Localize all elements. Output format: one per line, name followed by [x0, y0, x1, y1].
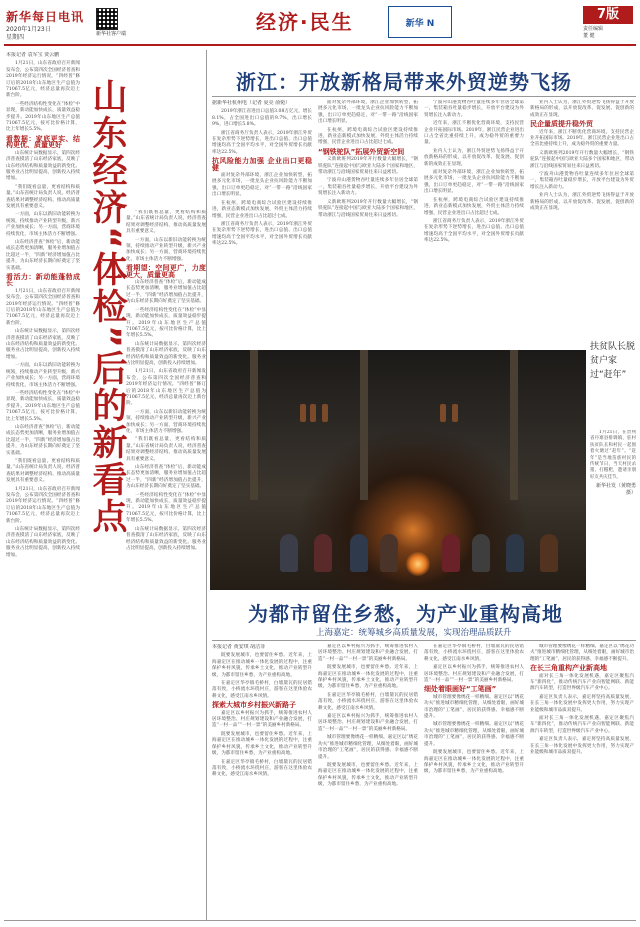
left-story-p6: 山东经济普查“体检”后，新动能成长态势更加清晰，服务业增加值占比超过一半，“四新”经济增加值占比提升，为山东经济长期向好奠定了坚实基础。 [6, 239, 80, 271]
photo-caption-title: 扶贫队长脱贫户家过“赶年” [590, 342, 636, 380]
left-story-p4-repeat: “我们既看总量，更看结构和质量。”山东省统计局负责人说，经济普查结果对调整经济结构、推动高质量发展具有重要意义。 [6, 458, 80, 484]
jiading-p3: 嘉定区以乡村振兴为抓手，统筹推进农村人居环境整治、村庄规划建设和产业融合发展，打造“一村一品”“一村一景”的美丽乡村新格局。 [212, 710, 312, 729]
zhejiang-p2-c: 面对复杂外部环境，浙江企业加快转型，拓展多元化市场，一批龙头企业抗风险能力不断加强，出口订单更趋稳定，对“一带一路”沿线国家出口增长明显。 [424, 170, 524, 195]
left-story-p4: “我们既看总量，更看结构和质量。”山东省统计局负责人说，经济普查结果对调整经济结构、推动高质量发展具有重要意义。 [6, 184, 80, 209]
zhejiang-col1 [212, 100, 312, 340]
left-story-p2-c2: 一些经济结构性变化在“体检”中显现，新动能加快成长，质量效益稳步提升。2019年山东地区生产总值71067.5亿元，按可比价格计算，比上年增长5.5%。 [126, 307, 206, 339]
zhejiang-p1-c: 浙江省商务厅负责人表示，2019年浙江外贸在复杂形势下逆势增长，进出口总值、出口总值增速均高于全国平均水平，对全国外贸增长贡献率达22.5%。 [424, 218, 524, 244]
left-story-p1-repeat2: 1月21日，山东省政府召开新闻发布会，公布第四次全国经济普查和2019年经济运行情况。“四经普”修订后的2018年山东地区生产总值为71067.5亿元，经济总量再次迈上新台阶。 [6, 486, 80, 524]
left-story-p3-repeat: 山东统计局数据显示，第四次经济普查摸清了山东经济家底，反映了山东经济结构和质量效益的新变化。服务业占比明显提高，创新投入持续增加。 [6, 329, 80, 360]
bottom-headline-divider [212, 640, 636, 641]
qr-caption: 新华社客户端 [96, 31, 127, 37]
jiading-subheadline: 上海嘉定：统筹城乡高质量发展，实现治理品质跃升 [316, 628, 512, 638]
jiading-p4: 城市管理要像绣花一样精细。嘉定区以“绣花功夫”推进城市精细化管理，从细处着眼，画好城市治理的“工笔画”，居民的获得感、幸福感不断提升。 [424, 694, 524, 720]
left-story-col2 [126, 210, 206, 918]
jiading-p4-b: 城市管理要像绣花一样精细。嘉定区以“绣花功夫”推进城市精细化管理，从细处着眼，画好城市治理的“工笔画”，居民的获得感、幸福感不断提升。 [424, 722, 524, 747]
zhejiang-p1-b: 浙江省商务厅负责人表示，2019年浙江外贸在复杂形势下逆势增长，进出口总值、出口总值增速均高于全国平均水平，对全国外贸增长贡献率达22.5%。 [212, 221, 312, 247]
jiading-p3-b: 嘉定区以乡村振兴为抓手，统筹推进农村人居环境整治、村庄规划建设和产业融合发展，打造“一村一品”“一村一景”的美丽乡村新格局。 [318, 644, 418, 662]
zhejiang-p1: 浙江省商务厅负责人表示，2019年浙江外贸在复杂形势下逆势增长，进出口总值、出口总值增速均高于全国平均水平，对全国外贸增长贡献率达22.5%。 [212, 130, 312, 155]
zhejiang-lead: 2019年浙江省进出口总值3.08万亿元，增长8.1%，占全国进出口总值的9.7%，出口增长9%，进口增长5.8%。 [212, 109, 312, 128]
header-divider [4, 44, 636, 46]
left-story-p4-c2b: “我们既看总量，更看结构和质量。”山东省统计局负责人说，经济普查结果对调整经济结构、推动高质量发展具有重要意义。 [126, 437, 206, 462]
jiading-p1: 既要发展城市，也要留住乡愁。近年来，上海嘉定区在推动城乡一体化发展的过程中，注重保护乡村风貌，传承乡土文化，推动产业转型升级，为都市留住乡愁，为产业重构高地。 [212, 653, 312, 678]
zhejiang-p4-c: 义新欧班列2019年开行数量大幅增长，“钢铁驼队”连接起中国与欧亚大陆多个国家和地区，带动浙江与沿线国家贸易往来日益密切。 [530, 150, 634, 169]
zhejiang-p6-b: 近年来，浙江不断优化营商环境，支持民营企业开拓国际市场。2019年，浙江民营企业进出口占全省比重持续上升，成为稳外贸的重要力量。 [530, 129, 634, 148]
photo-person [472, 534, 490, 572]
zhejiang-p5-c: 宁波舟山港货物吞吐量连续多年位居全球第一，集装箱吞吐量稳步增长，开放平台建设为外贸增长注入新动力。 [530, 172, 634, 190]
masthead: 新华每日电讯 [6, 10, 85, 24]
left-story-p6-c2: 山东经济普查“体检”后，新动能成长态势更加清晰，服务业增加值占比超过一半，“四新”经济增加值占比提升，为山东经济长期向好奠定了坚实基础。 [126, 280, 206, 305]
photo-person [380, 534, 398, 572]
photo-caption: 1月21日，在贵州省丹寨县排调镇，驻村扶贫队长和村民一起围着火塘过“赶年”。“赶年”是当地苗族村民的传统节日，当天村民杀猪、打糍粑，邀请亲朋好友共庆佳节。 [590, 430, 636, 480]
jiading-subhead-1: 探索大城市乡村振兴新路子 [212, 701, 296, 710]
jiading-p4-pre: 城市管理要像绣花一样精细。嘉定区以“绣花功夫”推进城市精细化管理，从细处着眼，画好城市治理的“工笔画”，居民的获得感、幸福感不断提升。 [318, 735, 418, 760]
jiading-p1-b: 既要发展城市，也要留住乡愁。近年来，上海嘉定区在推动城乡一体化发展的过程中，注重保护乡村风貌，传承乡土文化，推动产业转型升级，为都市留住乡愁，为产业重构高地。 [212, 731, 312, 757]
jiading-p6: 嘉定区负责人表示，嘉定将坚持高质量发展，在长三角一体化发展中发挥更大作用，努力实现产业能级和城市品质双提升。 [530, 694, 634, 713]
brand-logo: 新华 N [388, 6, 452, 38]
left-story-p5-c2: 一方面，山东以新旧动能转换为统领，持续推动产业转型升级，新兴产业加快成长；另一方面，营商环境持续优化，市场主体活力不断增强。 [126, 237, 206, 262]
jiading-col3 [424, 644, 524, 918]
jiading-col2 [318, 644, 418, 918]
jiading-p3-c: 嘉定区以乡村振兴为抓手，统筹推进农村人居环境整治、村庄规划建设和产业融合发展，打造“一村一品”“一村一景”的美丽乡村新格局。 [318, 714, 418, 732]
zhejiang-p4: 义新欧班列2019年开行数量大幅增长，“钢铁驼队”连接起中国与欧亚大陆多个国家和地区，带动浙江与沿线国家贸易往来日益密切。 [318, 157, 418, 176]
jiading-p2-b: 在嘉定区华亭镇毛桥村，白墙黛瓦的民居错落有致，小桥流水环绕村庄，游客在这里体验农耕文化，感受江南水乡风情。 [212, 759, 312, 778]
zhejiang-p3: 在杭州，跨境电商综合试验区建设持续推进，新业态新模式加快发展，外贸主体活力持续增强，民营企业进出口占比超过七成。 [212, 200, 312, 219]
jiading-p4-c: 城市管理要像绣花一样精细。嘉定区以“绣花功夫”推进城市精细化管理，从细处着眼，画好城市治理的“工笔画”，居民的获得感、幸福感不断提升。 [530, 644, 634, 662]
zhejiang-p2: 面对复杂外部环境，浙江企业加快转型，拓展多元化市场，一批龙头企业抗风险能力不断加强，出口订单更趋稳定，对“一带一路”沿线国家出口增长明显。 [212, 173, 312, 198]
left-story-p5-repeat: 一方面，山东以新旧动能转换为统领，持续推动产业转型升级，新兴产业加快成长；另一方面，营商环境持续优化，市场主体活力不断增强。 [6, 363, 80, 388]
photo-person [314, 534, 332, 572]
jiading-p1-d: 既要发展城市，也要留住乡愁。近年来，上海嘉定区在推动城乡一体化发展的过程中，注重保护乡村风貌，传承乡土文化，推动产业转型升级，为都市留住乡愁，为产业重构高地。 [318, 762, 418, 788]
photo-cured-meat [310, 404, 316, 422]
jiading-p2-d: 在嘉定区华亭镇毛桥村，白墙黛瓦的民居错落有致，小桥流水环绕村庄，游客在这里体验农耕文化，感受江南水乡风情。 [424, 644, 524, 662]
photo-credit: 新华社发（黄晓勇 摄） [595, 483, 636, 496]
jiading-headline: 为都市留住乡愁，为产业重构高地 [248, 602, 563, 626]
left-story-subhead-1: 看数据：家底更实、结构更优、质量更好 [6, 134, 80, 150]
jiading-p5-b: 面对长三角一体化发展机遇，嘉定区聚焦汽车“新四化”，推动传统汽车产业向智能网联、新能源汽车转型，打造世界级汽车产业中心。 [530, 716, 634, 734]
left-story-p3: 山东统计局数据显示，第四次经济普查摸清了山东经济家底，反映了山东经济结构和质量效益的新变化。服务业占比明显提高，创新投入持续增加。 [6, 150, 80, 182]
left-story-col1 [6, 52, 80, 918]
qr-block[interactable] [96, 8, 126, 37]
zhejiang-p4-b: 义新欧班列2019年开行数量大幅增长，“钢铁驼队”连接起中国与欧亚大陆多个国家和地区，带动浙江与沿线国家贸易往来日益密切。 [318, 199, 418, 218]
jiading-col1 [212, 644, 312, 918]
photo-beam [250, 350, 258, 500]
jiading-p6-b: 嘉定区负责人表示，嘉定将坚持高质量发展，在长三角一体化发展中发挥更大作用，努力实现产业能级和城市品质双提升。 [530, 737, 634, 756]
left-story-p6-c2b: 山东经济普查“体检”后，新动能成长态势更加清晰，服务业增加值占比超过一半，“四新”经济增加值占比提升，为山东经济长期向好奠定了坚实基础。 [126, 465, 206, 490]
left-story-p3-repeat2: 山东统计局数据显示，第四次经济普查摸清了山东经济家底，反映了山东经济结构和质量效益的新变化。服务业占比明显提高，创新投入持续增加。 [6, 527, 80, 558]
jiading-col4 [530, 644, 634, 918]
jiading-p1-e: 既要发展城市，也要留住乡愁。近年来，上海嘉定区在推动城乡一体化发展的过程中，注重保护乡村风貌，传承乡土文化，推动产业转型升级，为都市留住乡愁，为产业重构高地。 [424, 750, 524, 775]
photo-caption-col [590, 430, 636, 590]
zhejiang-p7: 业内人士认为，浙江外贸逆势飞扬得益于开放新格局的形成，以开放促改革、促发展、促创新的成效正在显现。 [424, 148, 524, 167]
left-story-p1-c2: 1月21日，山东省政府召开新闻发布会，公布第四次全国经济普查和2019年经济运行情况。“四经普”修订后的2018年山东地区生产总值为71067.5亿元，经济总量再次迈上新台阶。 [126, 369, 206, 407]
left-story-p2-c2b: 一些经济结构性变化在“体检”中显现，新动能加快成长，质量效益稳步提升。2019年山东地区生产总值71067.5亿元，按可比价格计算，比上年增长5.5%。 [126, 492, 206, 524]
zhejiang-subhead-1: 抗风险能力加强 企业出口更稳健 [212, 157, 312, 172]
left-story-subhead-3: 看期望：空间更广，力度更大，质量更高 [126, 264, 206, 279]
jiading-p1-c: 既要发展城市，也要留住乡愁。近年来，上海嘉定区在推动城乡一体化发展的过程中，注重保护乡村风貌，传承乡土文化，推动产业转型升级，为都市留住乡愁，为产业重构高地。 [318, 665, 418, 690]
jiading-reporters: 本报记者 黄安琪 胡洁菲 [212, 644, 266, 650]
photo-person [540, 534, 558, 572]
zhejiang-p5-b: 宁波舟山港货物吞吐量连续多年位居全球第一，集装箱吞吐量稳步增长，开放平台建设为外贸增长注入新动力。 [424, 100, 524, 118]
photo-beam [510, 350, 518, 500]
photo-beam [360, 350, 368, 500]
page-number: 7版 [583, 6, 633, 24]
zhejiang-p7-c: 业内人士认为，浙江外贸逆势飞扬得益于开放新格局的形成，以开放促改革、促发展、促创新的成效正在显现。 [530, 193, 634, 212]
zhejiang-col4 [530, 100, 634, 340]
jiading-p5: 面对长三角一体化发展机遇，嘉定区聚焦汽车“新四化”，推动传统汽车产业向智能网联、新能源汽车转型，打造世界级汽车产业中心。 [530, 673, 634, 692]
zhejiang-col2 [318, 100, 418, 340]
issue-weekday: 星期四 [6, 34, 25, 41]
left-story-p2: 一些经济结构性变化在“体检”中显现，新动能加快成长，质量效益稳步提升。2019年山东地区生产总值71067.5亿元，按可比价格计算，比上年增长5.5%。 [6, 101, 80, 133]
left-story-p5-c2b: 一方面，山东以新旧动能转换为统领，持续推动产业转型升级，新兴产业加快成长；另一方面，营商环境持续优化，市场主体活力不断增强。 [126, 409, 206, 434]
photo-person [280, 534, 298, 572]
zhejiang-p5: 宁波舟山港货物吞吐量连续多年位居全球第一，集装箱吞吐量稳步增长，开放平台建设为外贸增长注入新动力。 [318, 178, 418, 197]
left-story-p6-repeat: 山东经济普查“体检”后，新动能成长态势更加清晰，服务业增加值占比超过一半，“四新”经济增加值占比提升，为山东经济长期向好奠定了坚实基础。 [6, 424, 80, 456]
editor-info [583, 26, 603, 40]
zhejiang-col3 [424, 100, 524, 340]
zhejiang-subhead-2: “钢铁驼队”拓展外贸新空间 [318, 147, 405, 156]
jiading-p2-c: 在嘉定区华亭镇毛桥村，白墙黛瓦的民居错落有致，小桥流水环绕村庄，游客在这里体验农耕文化，感受江南水乡风情。 [318, 692, 418, 711]
jiading-p3-d: 嘉定区以乡村振兴为抓手，统筹推进农村人居环境整治、村庄规划建设和产业融合发展，打造“一村一品”“一村一景”的美丽乡村新格局。 [424, 665, 524, 684]
photo-fire-pit [406, 552, 430, 576]
zhejiang-p6: 近年来，浙江不断优化营商环境，支持民营企业开拓国际市场。2019年，浙江民营企业进出口占全省比重持续上升，成为稳外贸的重要力量。 [424, 121, 524, 146]
photo-cured-meat [322, 404, 328, 422]
dateline [6, 26, 51, 42]
zhejiang-p2-b: 面对复杂外部环境，浙江企业加快转型，拓展多元化市场，一批龙头企业抗风险能力不断加强，出口订单更趋稳定，对“一带一路”沿线国家出口增长明显。 [318, 100, 418, 125]
left-story-p1: 1月21日，山东省政府召开新闻发布会，公布第四次全国经济普查和2019年经济运行情况。“四经普”修订后的2018年山东地区生产总值为71067.5亿元，经济总量再次迈上新台阶。 [6, 61, 80, 99]
left-story-p1-repeat: 1月21日，山东省政府召开新闻发布会，公布第四次全国经济普查和2019年经济运行情况。“四经普”修订后的2018年山东地区生产总值为71067.5亿元，经济总量再次迈上新台阶。 [6, 288, 80, 326]
left-story-subhead-2: 看活力：新动能蓬勃成长 [6, 273, 80, 288]
left-story-p5: 一方面，山东以新旧动能转换为统领，持续推动产业转型升级，新兴产业加快成长；另一方面，营商环境持续优化，市场主体活力不断增强。 [6, 212, 80, 237]
photo-cured-meat [452, 404, 458, 422]
photo-person [506, 534, 524, 572]
qr-code-icon[interactable] [96, 8, 118, 30]
zhejiang-headline: 浙江：开放新格局带来外贸逆势飞扬 [236, 70, 572, 94]
zhejiang-p7-b: 业内人士认为，浙江外贸逆势飞扬得益于开放新格局的形成，以开放促改革、促发展、促创新的成效正在显现。 [530, 100, 634, 118]
editor-name: 董 健 [583, 33, 595, 39]
photo-person [442, 534, 460, 572]
photo-person [350, 534, 368, 572]
jiading-subhead-3: 在长三角重构产业新高地 [530, 664, 607, 673]
news-photo[interactable] [210, 350, 586, 590]
photo-cured-meat [440, 404, 446, 422]
footer-divider [4, 920, 636, 921]
left-story-headline: 山东经济“体检”后的新看点 [87, 78, 127, 536]
photo-cured-meat [300, 404, 306, 422]
section-title: 经济·民生 [256, 10, 354, 34]
zhejiang-subhead-3: 民企量质提升稳外贸 [530, 120, 593, 129]
zhejiang-p3-b: 在杭州，跨境电商综合试验区建设持续推进，新业态新模式加快发展，外贸主体活力持续增强，民营企业进出口占比超过七成。 [318, 127, 418, 146]
left-story-reporters: 本报记者 袁军宝 贾云鹏 [6, 52, 60, 58]
left-story-p3-c2: 山东统计局数据显示，第四次经济普查摸清了山东经济家底，反映了山东经济结构和质量效益的新变化。服务业占比明显提高，创新投入持续增加。 [126, 341, 206, 366]
issue-date: 2020年1月23日 [6, 26, 51, 33]
jiading-subhead-2: 细处着眼画好“工笔画” [424, 685, 497, 694]
left-story-p4-c2: “我们既看总量，更看结构和质量。”山东省统计局负责人说，经济普查结果对调整经济结构、推动高质量发展具有重要意义。 [126, 210, 206, 235]
editor-label: 责任编辑 [583, 26, 604, 32]
zhejiang-reporters: 据新华社杭州电（记者 夏亮 俞菀） [212, 100, 291, 106]
zhejiang-p3-c: 在杭州，跨境电商综合试验区建设持续推进，新业态新模式加快发展，外贸主体活力持续增强，民营企业进出口占比超过七成。 [424, 197, 524, 216]
left-story-p2-repeat: 一些经济结构性变化在“体检”中显现，新动能加快成长，质量效益稳步提升。2019年山东地区生产总值71067.5亿元，按可比价格计算，比上年增长5.5%。 [6, 390, 80, 422]
headline-divider [212, 96, 636, 97]
column-divider [206, 50, 207, 920]
left-story-p3-c2b: 山东统计局数据显示，第四次经济普查摸清了山东经济家底，反映了山东经济结构和质量效益的新变化。服务业占比明显提高，创新投入持续增加。 [126, 526, 206, 551]
jiading-p2: 在嘉定区华亭镇毛桥村，白墙黛瓦的民居错落有致，小桥流水环绕村庄，游客在这里体验农耕文化，感受江南水乡风情。 [212, 681, 312, 699]
